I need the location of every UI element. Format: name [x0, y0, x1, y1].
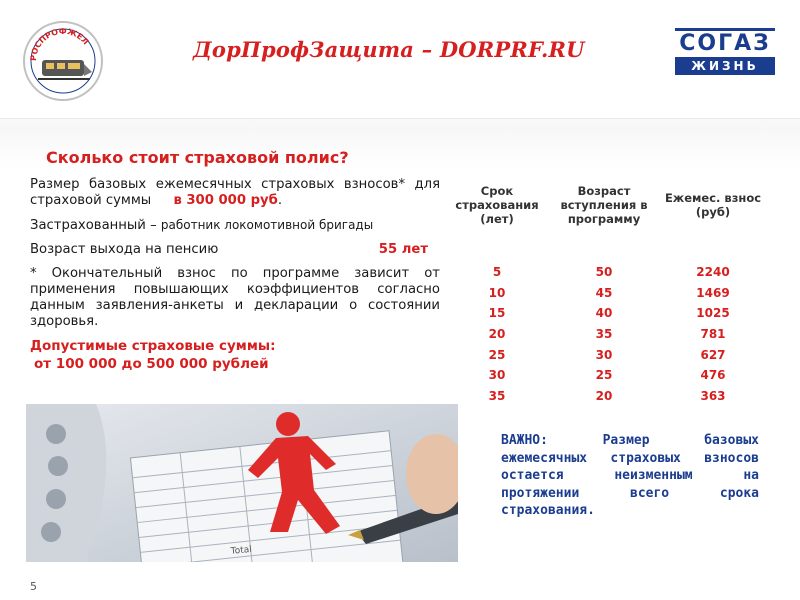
allowed-sums-range: от 100 000 до 500 000 рублей — [34, 356, 269, 372]
cell-premium: 1025 — [696, 306, 730, 321]
cell-age: 45 — [595, 285, 613, 300]
cell-age: 20 — [595, 389, 613, 404]
cell-term: 5 — [492, 265, 502, 279]
cell-premium: 2240 — [696, 265, 730, 279]
cell-premium: 1469 — [696, 285, 730, 300]
col-header-entry-age: Возраст вступления в программу — [560, 184, 648, 226]
cell-age: 35 — [595, 327, 613, 342]
sogaz-logo-bottom: ЖИЗНЬ — [675, 57, 775, 75]
table-row — [446, 283, 776, 304]
cell-term: 15 — [488, 306, 506, 321]
insured-paragraph — [30, 217, 440, 234]
cell-term: 35 — [488, 389, 506, 404]
table-header-row — [446, 164, 776, 246]
insured-value: работник локомотивной бригады — [160, 218, 374, 232]
premium-text: Размер базовых ежемесячных страховых взносов* для страховой суммы — [30, 177, 440, 208]
cell-age: 30 — [595, 347, 613, 362]
cell-premium: 476 — [700, 368, 726, 383]
sogaz-logo-top: СОГАЗ — [675, 28, 775, 57]
sogaz-logo — [675, 28, 775, 74]
logo-arc-text: РОСПРОФЖЕЛ — [28, 26, 91, 62]
cell-premium: 781 — [700, 327, 726, 342]
col-header-monthly-premium: Ежемес. взнос (руб) — [664, 191, 762, 219]
rosprofzhel-logo — [22, 20, 104, 102]
table-row — [446, 345, 776, 366]
retirement-paragraph — [30, 242, 440, 258]
cell-age: 50 — [595, 265, 613, 279]
brand-title: ДорПрофЗащита – DORPRF.RU — [193, 37, 585, 62]
insurance-photo — [26, 404, 458, 562]
important-note: ВАЖНО: Размер базовых ежемесячных страховых взносов остается неизменным на протяжении всего срока страхования. — [501, 433, 759, 518]
premium-amount: в 300 000 руб — [173, 193, 278, 208]
table-row — [446, 324, 776, 345]
premium-paragraph — [30, 177, 440, 209]
cell-age: 40 — [595, 306, 613, 321]
info-text-block — [30, 177, 440, 372]
table-row — [446, 262, 776, 283]
premium-dot: . — [277, 193, 283, 208]
cell-term: 10 — [488, 285, 506, 300]
col-header-term: Срок страхования (лет) — [455, 184, 539, 226]
cell-age: 25 — [595, 368, 613, 383]
header-divider — [0, 118, 800, 119]
table-row — [446, 386, 776, 407]
retirement-label: Возраст выхода на пенсию — [30, 242, 219, 257]
footnote-paragraph: * Окончательный взнос по программе зависит от применения повышающих коэффициентов согласно данным заявления-анкеты и декларации о состоянии здоровья. — [30, 266, 440, 329]
premium-table — [446, 164, 776, 407]
sheet-label: Total — [230, 544, 253, 557]
cell-premium: 627 — [700, 347, 726, 362]
page-number: 5 — [30, 580, 37, 593]
allowed-sums-title: Допустимые страховые суммы: — [30, 338, 276, 354]
table-row — [446, 303, 776, 324]
retirement-value: 55 лет — [378, 242, 428, 257]
table-row — [446, 365, 776, 386]
insured-label: Застрахованный – — [30, 218, 157, 233]
cell-term: 20 — [488, 327, 506, 342]
section-title: Сколько стоит страховой полис? — [46, 148, 349, 167]
cell-term: 25 — [488, 347, 506, 362]
cell-term: 30 — [488, 368, 506, 383]
cell-premium: 363 — [700, 389, 726, 404]
